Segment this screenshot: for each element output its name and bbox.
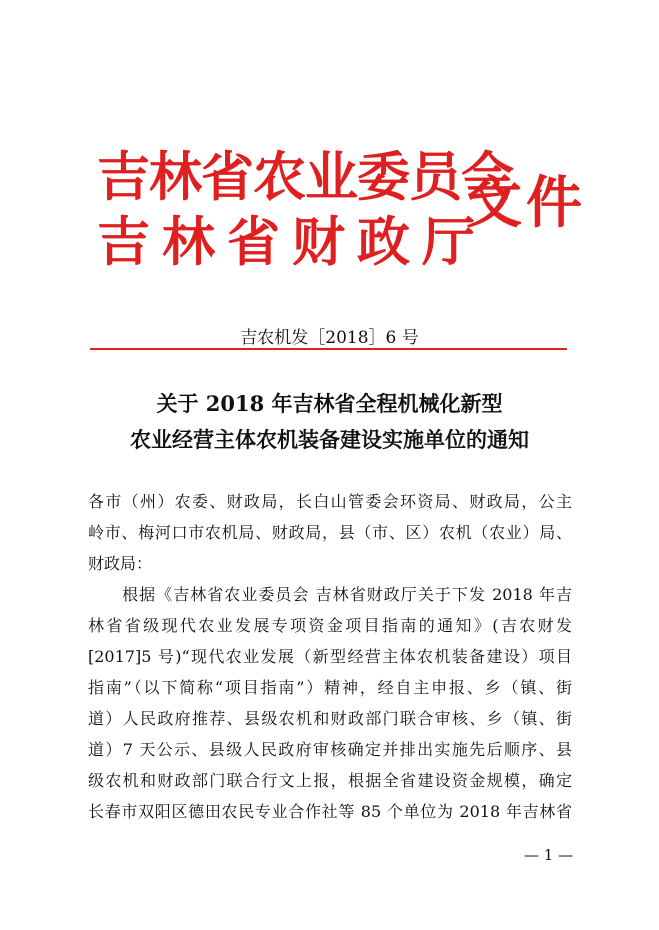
notice-title-line-2: 农业经营主体农机装备建设实施单位的通知 xyxy=(130,427,529,452)
document-word: 文件 xyxy=(466,171,586,236)
body-line: [2017]5 号)“现代农业发展（新型经营主体农机装备建设）项目 xyxy=(88,647,572,666)
body-line: 林省省级现代农业发展专项资金项目指南的通知》(吉农财发 xyxy=(88,616,572,635)
notice-title-line-1: 关于 2018 年吉林省全程机械化新型 xyxy=(156,391,503,416)
issuer-name-finance-department: 吉林省财政厅 xyxy=(97,212,487,273)
body-line: 级农机和财政部门联合行文上报，根据全省建设资金规模，确定 xyxy=(88,771,572,790)
body-line: 道）人民政府推荐、县级农机和财政部门联合审核、乡（镇、街 xyxy=(88,709,572,728)
body-line: 各市（州）农委、财政局，长白山管委会环资局、财政局，公主 xyxy=(88,492,572,511)
body-line: 指南”（以下简称“项目指南”）精神，经自主申报、乡（镇、街 xyxy=(88,678,572,697)
body-line: 道）7 天公示、县级人民政府审核确定并排出实施先后顺序、县 xyxy=(88,740,572,759)
issuer-name-agriculture-committee: 吉林省农业委员会 xyxy=(97,147,513,208)
page-number: — 1 — xyxy=(524,846,574,864)
body-line: 根据《吉林省农业委员会 吉林省财政厅关于下发 2018 年吉 xyxy=(88,585,572,604)
document-number: 吉农机发［2018］6 号 xyxy=(240,328,419,348)
body-line: 长春市双阳区德田农民专业合作社等 85 个单位为 2018 年吉林省 xyxy=(88,802,572,821)
body-line: 财政局： xyxy=(88,554,153,573)
body-line: 岭市、梅河口市农机局、财政局，县（市、区）农机（农业）局、 xyxy=(88,523,572,542)
red-divider xyxy=(90,348,567,350)
